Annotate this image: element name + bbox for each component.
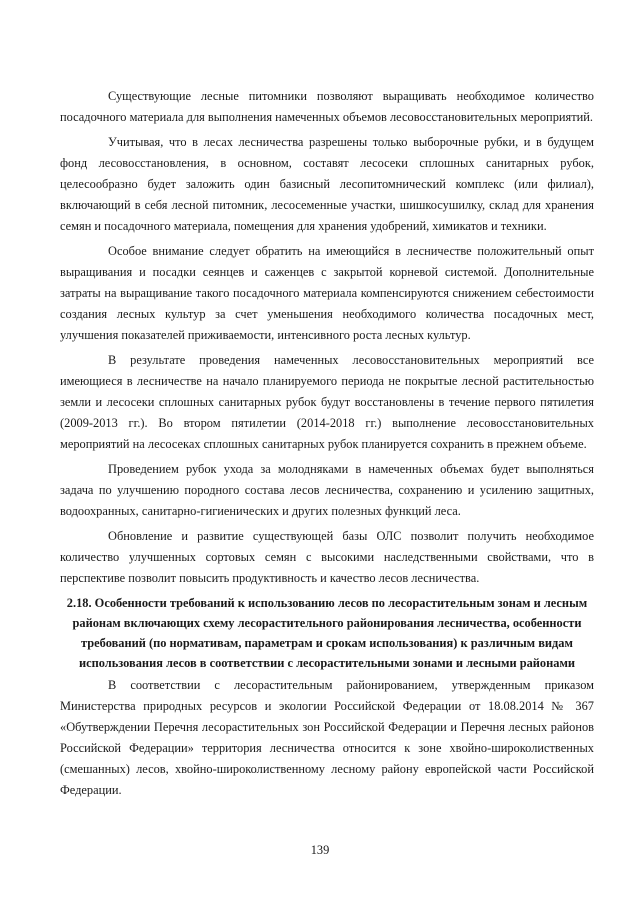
paragraph-forest-zoning: В соответствии с лесорастительным районированием, утвержденным приказом Министерства природных ресурсов и экологии Российской Федерации от 18.08.2014 № 367 «Обутверждении Перечня лесорастительных зон Российской Федерации и Перечня лесных районов Российской Федерации» территория лесничества относится к зоне хвойно-широколиственных (смешанных) лесов, хвойно-широколиственному лесному району европейской части Российской Федерации. <box>60 678 594 797</box>
paragraph-thinning: Проведением рубок ухода за молодняками в намеченных объемах будет выполняться задача по улучшению породного состава лесов лесничества, сохранению и усилению защитных, водоохранных, санитарно-гигиенических и других полезных функций леса. <box>60 462 594 518</box>
paragraph-nurseries: Существующие лесные питомники позволяют выращивать необходимое количество посадочного материала для выполнения намеченных объемов лесовосстановительных мероприятий. <box>60 89 594 124</box>
page-number: 139 <box>310 843 330 857</box>
page-content <box>60 86 594 801</box>
paragraph-seed-base: Обновление и развитие существующей базы ОЛС позволит получить необходимое количество улучшенных сортовых семян с высокими наследственными свойствами, что в перспективе позволит повысить продуктивность и качество лесов лесничества. <box>60 529 594 585</box>
paragraph-restoration-results: В результате проведения намеченных лесовосстановительных мероприятий все имеющиеся в лесничестве на начало планируемого периода не покрытые лесной растительностью земли и лесосеки сплошных санитарных рубок будут восстановлены в течение первого пятилетия (2009-2013 гг.). Во втором пятилетии (2014-2018 гг.) выполнение лесовосстановительных мероприятий на лесосеках сплошных санитарных рубок планируется сохранить в прежнем объеме. <box>60 353 594 451</box>
section-heading: 2.18. Особенности требований к использованию лесов по лесорастительным зонам и лесным районам включающих схему лесорастительного районирования лесничества, особенности требований (по нормативам, параметрам и срокам использования) к различным видам использования лесов в соответствии с лесорастительными зонами и лесными районами <box>66 596 588 670</box>
paragraph-closed-root-system: Особое внимание следует обратить на имеющийся в лесничестве положительный опыт выращивания и посадки сеянцев и саженцев с закрытой корневой системой. Дополнительные затраты на выращивание такого посадочного материала компенсируются снижением себестоимости создания лесных культур за счет уменьшения необходимого количества посадочных мест, улучшения показателей приживаемости, интенсивного роста лесных культур. <box>60 244 594 342</box>
paragraph-reforestation-fund: Учитывая, что в лесах лесничества разрешены только выборочные рубки, и в будущем фонд лесовосстановления, в основном, составят лесосеки сплошных санитарных рубок, целесообразно будет заложить один базисный лесопитомнический комплекс (или филиал), включающий в себя лесной питомник, лесосеменные участки, шишкосушилку, склад для хранения семян и посадочного материала, помещения для хранения удобрений, химикатов и техники. <box>60 135 594 233</box>
